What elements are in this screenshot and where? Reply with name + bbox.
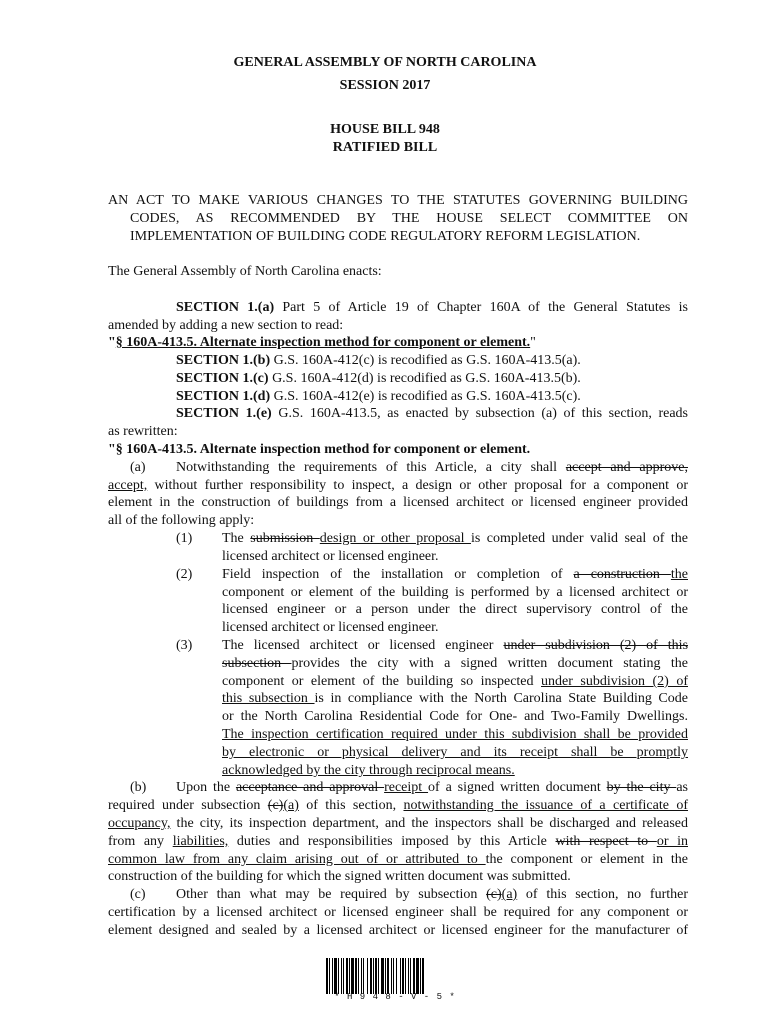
item-1-number: (1) xyxy=(176,531,193,546)
para-c-line-2: certification by a licensed architect or licensed engineer shall be required for any component or xyxy=(108,905,688,920)
act-title-line-3: IMPLEMENTATION OF BUILDING CODE REGULATORY REFORM LEGISLATION. xyxy=(130,229,641,244)
item-3-line-7: by electronic or physical delivery and its receipt shall be promptly xyxy=(222,745,688,760)
item-3-line-1: The licensed architect or licensed engineer under subdivision (2) of this xyxy=(222,638,689,653)
item-3-number: (3) xyxy=(176,638,193,653)
para-a-line-4: all of the following apply: xyxy=(108,513,255,528)
para-c-label: (c) xyxy=(130,887,146,902)
item-3-line-6: The inspection certification required under this subdivision shall be provided xyxy=(222,727,688,742)
para-c-line-1: Other than what may be required by subsection (c)(a) of this section, no further xyxy=(176,887,688,902)
section-1e: SECTION 1.(e) G.S. 160A-413.5, as enacted by subsection (a) of this section, reads xyxy=(176,406,688,421)
assembly-heading: GENERAL ASSEMBLY OF NORTH CAROLINA xyxy=(233,55,537,70)
item-1-line-2: licensed architect or licensed engineer. xyxy=(222,549,439,564)
statute-heading: "§ 160A-413.5. Alternate inspection method for component or element. xyxy=(108,442,531,457)
section-1d: SECTION 1.(d) G.S. 160A-412(e) is recodified as G.S. 160A-413.5(c). xyxy=(176,389,581,404)
para-b-line-5: common law from any claim arising out of or attributed to the component or element in the xyxy=(108,852,689,867)
para-a-line-3: element in the construction of buildings from a licensed architect or licensed engineer provided xyxy=(108,495,688,510)
para-a-line-2: accept, without further responsibility to inspect, a design or other proposal for a component or xyxy=(108,478,688,493)
section-text: Part 5 of Article 19 of Chapter 160A of the General Statutes is xyxy=(274,300,688,315)
struck-text: accept and approve, xyxy=(565,460,688,475)
section-1b: SECTION 1.(b) G.S. 160A-412(c) is recodified as G.S. 160A-413.5(a). xyxy=(176,353,581,368)
item-2-number: (2) xyxy=(176,567,193,582)
bill-number: HOUSE BILL 948 xyxy=(330,122,440,137)
section-1c: SECTION 1.(c) G.S. 160A-412(d) is recodified as G.S. 160A-413.5(b). xyxy=(176,371,581,386)
para-b-line-2: required under subsection (c)(a) of this section, notwithstanding the issuance of a certificate of xyxy=(108,798,689,813)
bill-status: RATIFIED BILL xyxy=(332,140,438,155)
item-2-line-1: Field inspection of the installation or completion of a construction the xyxy=(222,567,688,582)
section-label: SECTION 1.(a) xyxy=(176,300,275,315)
item-3-line-8: acknowledged by the city through reciprocal means. xyxy=(222,763,515,778)
section-1a xyxy=(176,299,688,316)
para-b-label: (b) xyxy=(130,780,147,795)
act-title-line-2: CODES, AS RECOMMENDED BY THE HOUSE SELECT COMMITTEE ON xyxy=(130,211,688,226)
item-1-line-1: The submission design or other proposal is completed under valid seal of the xyxy=(222,531,688,546)
session-heading: SESSION 2017 xyxy=(339,78,431,93)
para-a-line-1: Notwithstanding the requirements of this Article, a city shall accept and approve, xyxy=(176,460,688,475)
para-b-line-3: occupancy, the city, its inspection department, and the inspectors shall be discharged and released xyxy=(108,816,688,831)
item-3-line-2: subsection provides the city with a signed written document stating the xyxy=(222,656,688,671)
item-3-line-5: or the North Carolina Residential Code for One- and Two-Family Dwellings. xyxy=(222,709,688,724)
inserted-text: accept, xyxy=(108,478,148,493)
para-b-line-4: from any liabilities, duties and responsibilities imposed by this Article with respect to or in xyxy=(108,834,688,849)
new-section-heading: "§ 160A-413.5. Alternate inspection method for component or element." xyxy=(108,335,536,350)
para-b-line-6: construction of the building for which the signed written document was submitted. xyxy=(108,869,571,884)
item-2-line-3: licensed engineer or a person under the direct supervisory control of the xyxy=(222,602,688,617)
para-a-label: (a) xyxy=(130,460,146,475)
section-1a-cont: amended by adding a new section to read: xyxy=(108,318,344,333)
item-2-line-2: component or element of the building is performed by a licensed architect or xyxy=(222,585,688,600)
new-section-title: § 160A-413.5. Alternate inspection method for component or element. xyxy=(115,335,531,350)
barcode-icon xyxy=(326,958,464,994)
barcode-text: * H 9 4 8 - V - 5 * xyxy=(334,992,456,1002)
para-b-line-1: Upon the acceptance and approval receipt of a signed written document by the city as xyxy=(176,780,688,795)
section-1e-cont: as rewritten: xyxy=(108,424,178,439)
item-2-line-4: licensed architect or licensed engineer. xyxy=(222,620,439,635)
item-3-line-4: this subsection is in compliance with the North Carolina State Building Code xyxy=(222,691,688,706)
act-title-line-1: AN ACT TO MAKE VARIOUS CHANGES TO THE STATUTES GOVERNING BUILDING xyxy=(108,193,688,208)
para-c-line-3: element designed and sealed by a licensed architect or licensed engineer for the manufacturer of xyxy=(108,923,688,938)
enacting-clause: The General Assembly of North Carolina enacts: xyxy=(108,264,382,279)
item-3-line-3: component or element of the building so inspected under subdivision (2) of xyxy=(222,674,688,689)
